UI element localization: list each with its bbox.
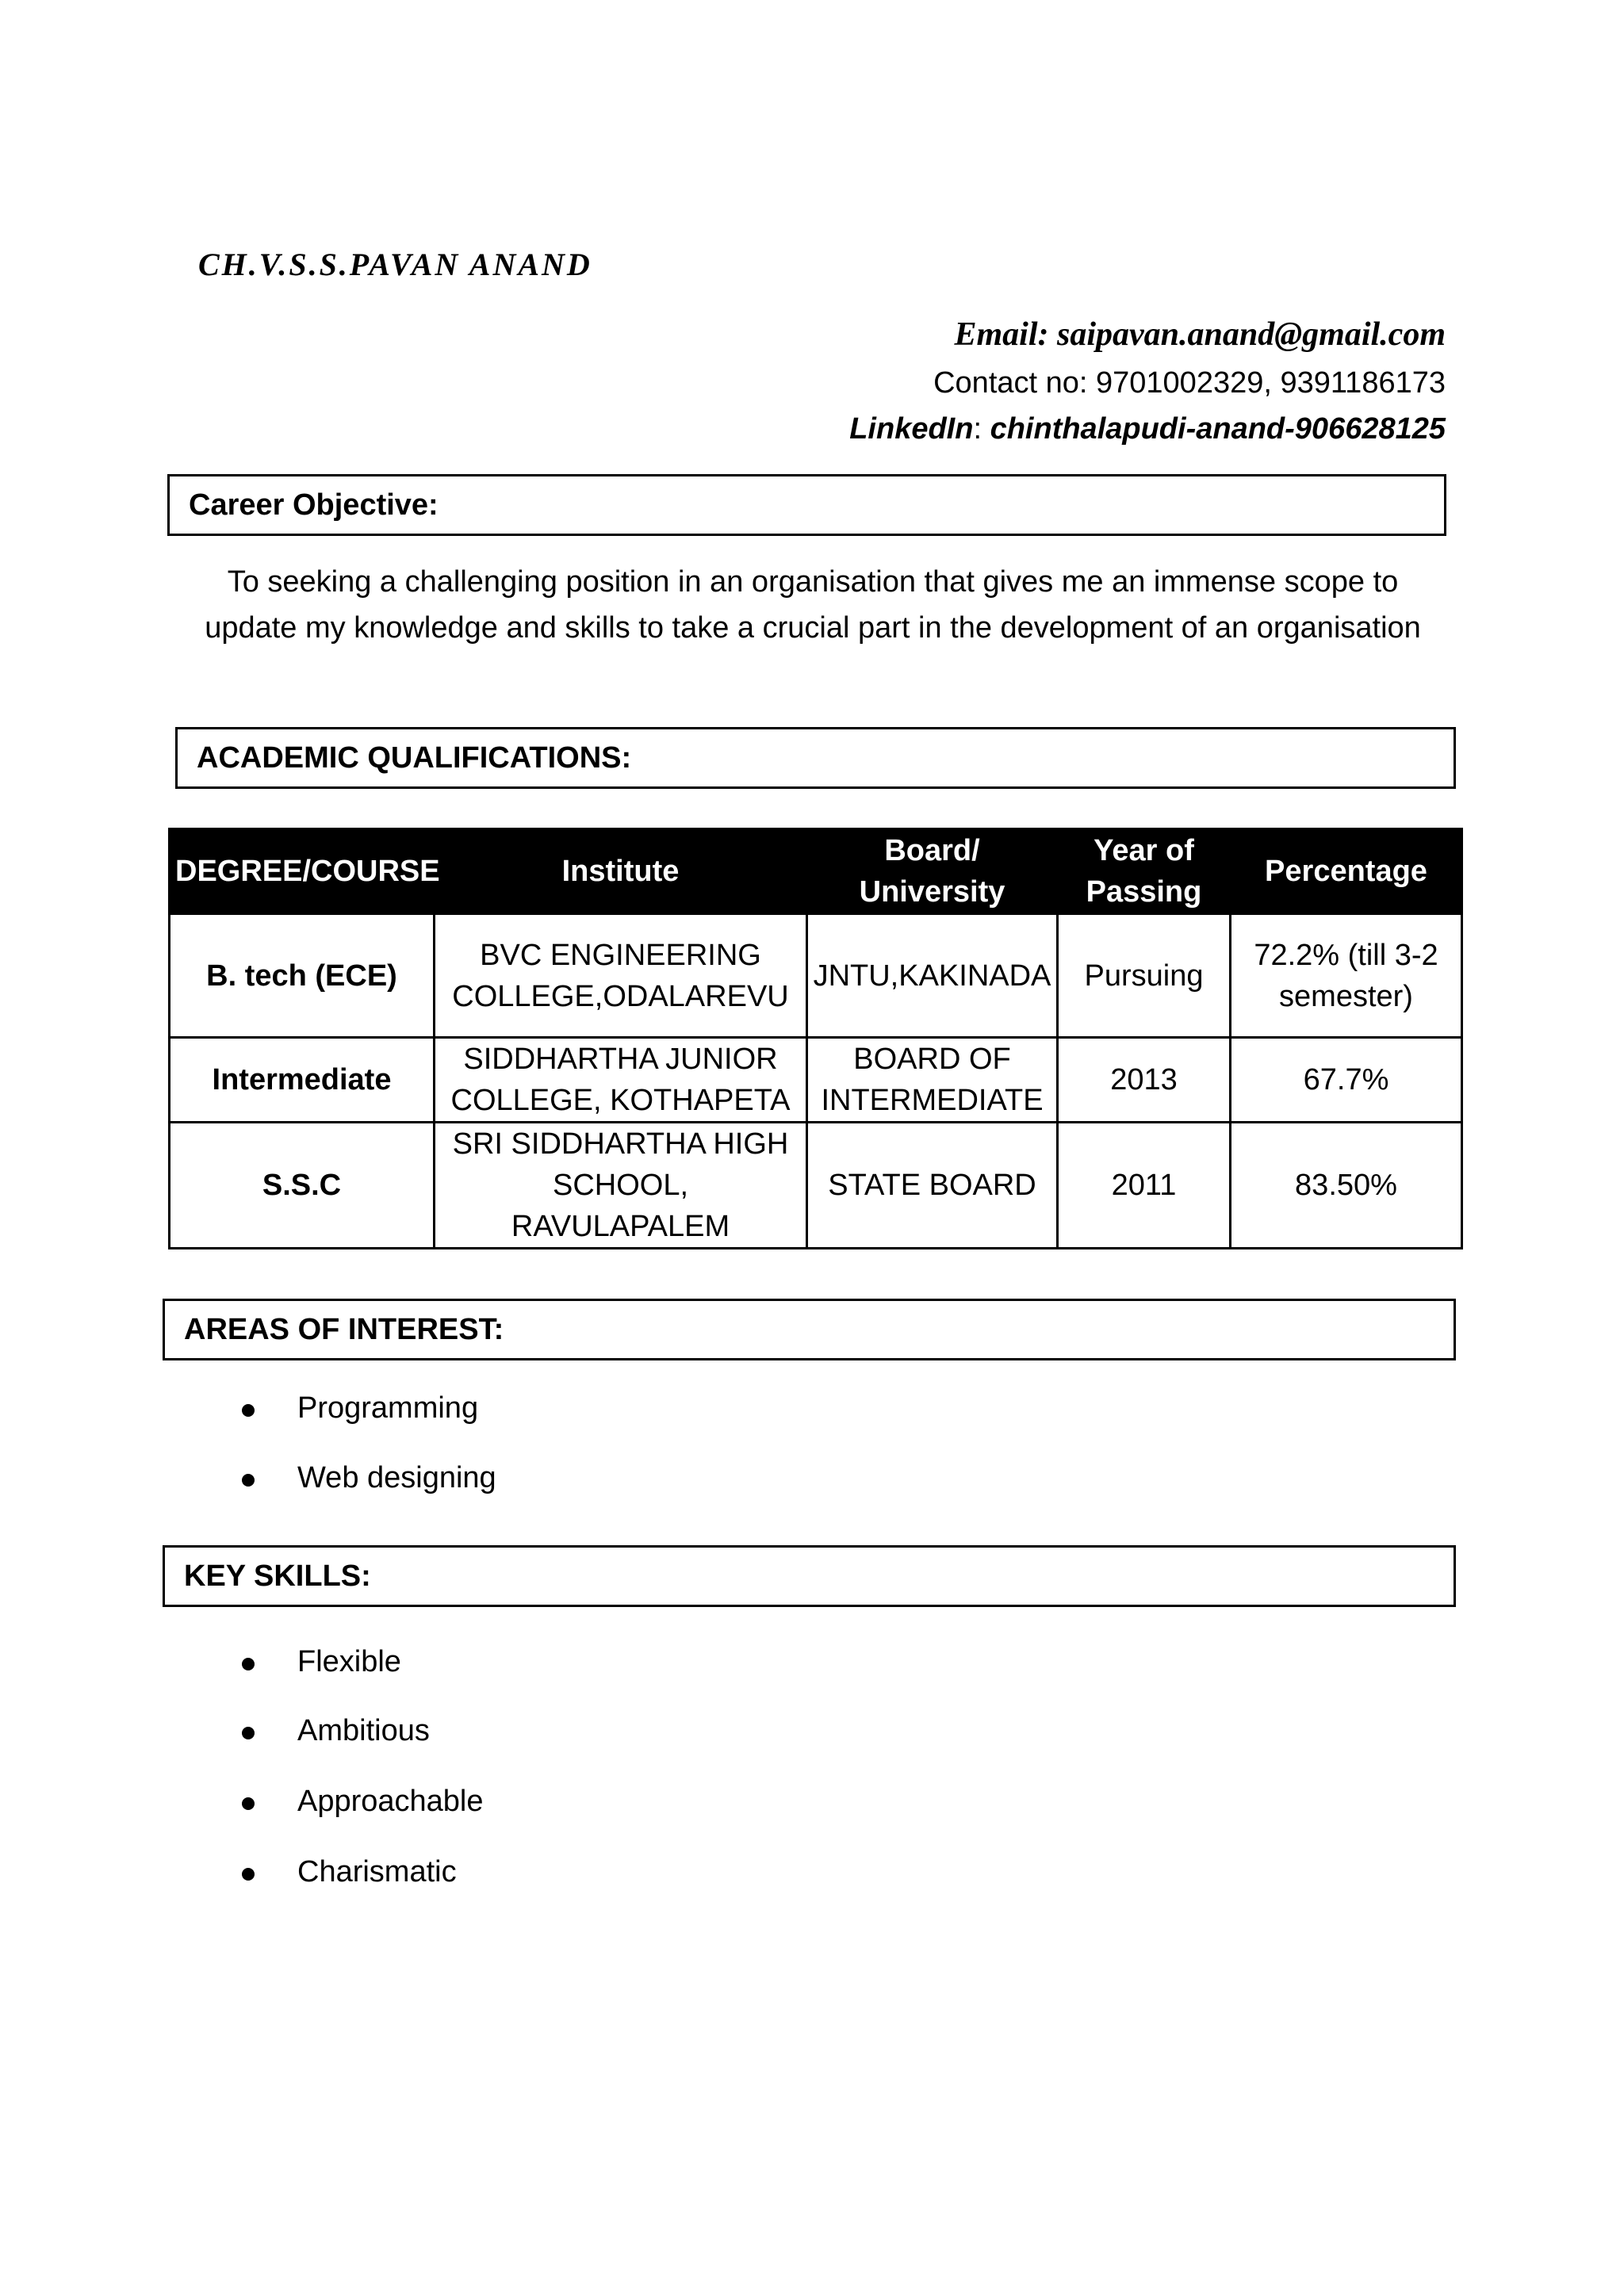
- linkedin-label: LinkedIn: [849, 412, 974, 446]
- objective-line-1: To seeking a challenging position in an organisation that gives me an immense scope to: [227, 565, 1399, 599]
- column-header: DEGREE/COURSE: [170, 829, 435, 914]
- table-row: [170, 1038, 1462, 1123]
- board-cell: STATE BOARD: [807, 1123, 1058, 1249]
- institute-cell: SRI SIDDHARTHA HIGH SCHOOL, RAVULAPALEM: [435, 1123, 807, 1249]
- column-header: Year of Passing: [1058, 829, 1231, 914]
- email-label: Email:: [954, 316, 1049, 353]
- bullet-icon: [242, 1727, 255, 1739]
- degree-cell: Intermediate: [170, 1038, 435, 1123]
- bullet-icon: [242, 1404, 255, 1417]
- linkedin-separator: :: [973, 412, 982, 446]
- percentage-cell: 72.2% (till 3-2 semester): [1231, 914, 1462, 1038]
- contact-label: Contact no:: [933, 366, 1088, 400]
- column-header: Percentage: [1231, 829, 1462, 914]
- objective-line-2: update my knowledge and skills to take a crucial part in the development of an organisation: [205, 611, 1421, 645]
- bullet-icon: [242, 1658, 255, 1670]
- table-header-row: [170, 829, 1462, 914]
- bullet-icon: [242, 1474, 255, 1487]
- table-row: [170, 1123, 1462, 1249]
- degree-cell: B. tech (ECE): [170, 914, 435, 1038]
- bullet-icon: [242, 1797, 255, 1810]
- year-cell: 2013: [1058, 1038, 1231, 1123]
- percentage-cell: 83.50%: [1231, 1123, 1462, 1249]
- table-row: [170, 914, 1462, 1038]
- academic-table: [168, 828, 1463, 1249]
- year-cell: Pursuing: [1058, 914, 1231, 1038]
- contact-line: [933, 366, 1446, 400]
- board-cell: BOARD OF INTERMEDIATE: [807, 1038, 1058, 1123]
- career-objective-heading: Career Objective:: [167, 474, 1446, 536]
- degree-cell: S.S.C: [170, 1123, 435, 1249]
- key-skills-heading: KEY SKILLS:: [163, 1545, 1456, 1607]
- candidate-name: CH.V.S.S.PAVAN ANAND: [198, 247, 592, 282]
- year-cell: 2011: [1058, 1123, 1231, 1249]
- bullet-icon: [242, 1868, 255, 1881]
- linkedin-line: [849, 412, 1446, 446]
- column-header: Board/ University: [807, 829, 1058, 914]
- email-address[interactable]: saipavan.anand@gmail.com: [1057, 316, 1446, 353]
- areas-of-interest-heading: AREAS OF INTEREST:: [163, 1299, 1456, 1360]
- academic-qualifications-heading: ACADEMIC QUALIFICATIONS:: [175, 727, 1456, 789]
- career-objective-text: [182, 559, 1443, 651]
- linkedin-handle[interactable]: chinthalapudi-anand-906628125: [990, 412, 1446, 446]
- institute-cell: BVC ENGINEERING COLLEGE,ODALAREVU: [435, 914, 807, 1038]
- board-cell: JNTU,KAKINADA: [807, 914, 1058, 1038]
- institute-cell: SIDDHARTHA JUNIOR COLLEGE, KOTHAPETA: [435, 1038, 807, 1123]
- contact-numbers: 9701002329, 9391186173: [1096, 366, 1446, 400]
- email-line: [954, 316, 1446, 354]
- percentage-cell: 67.7%: [1231, 1038, 1462, 1123]
- column-header: Institute: [435, 829, 807, 914]
